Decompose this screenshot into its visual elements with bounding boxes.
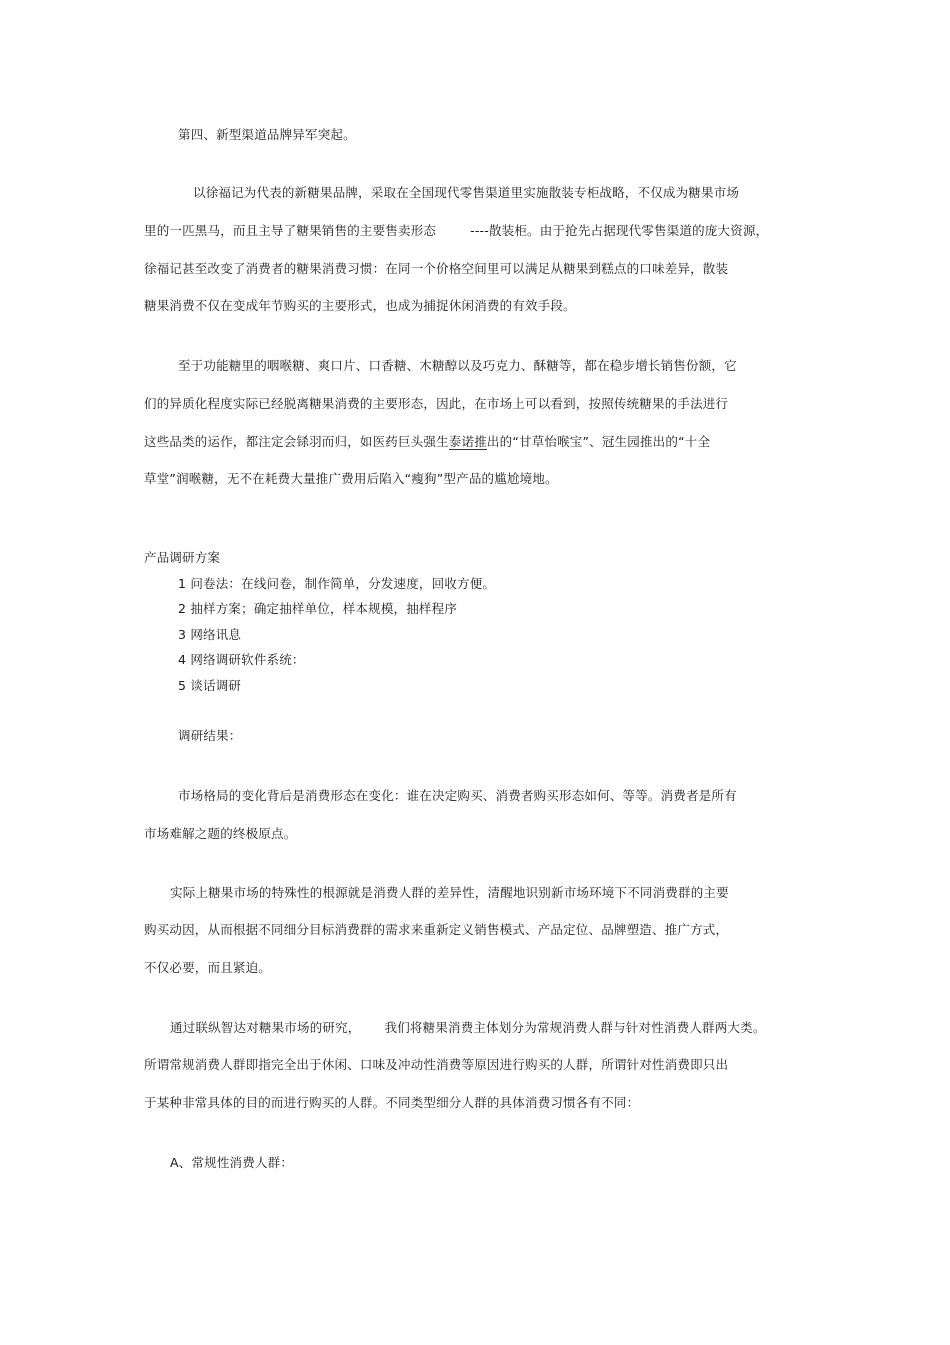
para5-line1: [170, 1020, 766, 1036]
underlined-brand-text: 泰诺推: [448, 434, 487, 449]
para4-line1: 实际上糖果市场的特殊性的根源就是消费人群的差异性，清醒地识别新市场环境下不同消费群的主要: [170, 885, 729, 900]
para1-line4: 糖果消费不仅在变成年节购买的主要形式，也成为捕捉休闲消费的有效手段。: [144, 298, 576, 313]
research-item-3: 3 网络讯息: [178, 627, 242, 642]
research-plan-title: 产品调研方案: [144, 550, 221, 565]
para2-line1: 至于功能糖里的咽喉糖、爽口片、口香糖、木糖醇以及巧克力、酥糖等，都在稳步增长销售份额，它: [178, 358, 737, 373]
para1-line1: 以徐福记为代表的新糖果品牌，采取在全国现代零售渠道里实施散装专柜战略，不仅成为糖果市场: [193, 185, 740, 200]
para2-line4: 草堂”润喉糖，无不在耗费大量推广费用后陷入“瘦狗”型产品的尴尬境地。: [144, 471, 558, 486]
para2-line3-part-a: 这些品类的运作，都注定会铩羽而归，如医药巨头强生: [144, 434, 449, 449]
para3-line1: 市场格局的变化背后是消费形态在变化：谁在决定购买、消费者购买形态如何、等等。消费者是所有: [178, 788, 737, 803]
research-item-5: 5 谈话调研: [178, 678, 242, 693]
para5-line1-part-b: 我们将糖果消费主体划分为常规消费人群与针对性消费人群两大类。: [384, 1020, 766, 1035]
para5-line2: 所谓常规消费人群即指完全出于休闲、口味及冲动性消费等原因进行购买的人群，所谓针对性消费即只出: [144, 1057, 729, 1072]
para4-line2: 购买动因，从而根据不同细分目标消费群的需求来重新定义销售模式、产品定位、品牌塑造、推广方式，: [144, 922, 729, 937]
para5-line3: 于某种非常具体的目的而进行购买的人群。不同类型细分人群的具体消费习惯各有不同：: [144, 1095, 640, 1110]
research-item-1: 1 问卷法：在线问卷，制作简单，分发速度，回收方便。: [178, 576, 496, 591]
research-item-2: 2 抽样方案；确定抽样单位，样本规模，抽样程序: [178, 601, 458, 616]
para5-line1-part-a: 通过联纵智达对糖果市场的研究，: [170, 1020, 361, 1035]
para2-line3-part-c: 出的“甘草怡喉宝”、冠生园推出的“十全: [486, 434, 711, 449]
heading-fourth: 第四、新型渠道品牌异军突起。: [178, 127, 356, 142]
para1-line2-part-a: 里的一匹黑马，而且主导了糖果销售的主要售卖形态: [144, 223, 437, 238]
para3-line2: 市场难解之题的终极原点。: [144, 826, 297, 841]
para1-line3: 徐福记甚至改变了消费者的糖果消费习惯：在同一个价格空间里可以满足从糖果到糕点的口味差异，散装: [144, 261, 729, 276]
para1-line2: [144, 223, 768, 239]
research-results-label: 调研结果：: [178, 728, 242, 743]
research-item-4: 4 网络调研软件系统：: [178, 652, 305, 667]
para1-line2-part-b: ----散装柜。由于抢先占据现代零售渠道的庞大资源，: [470, 223, 769, 238]
para2-line3: [144, 434, 710, 450]
para2-line2: 们的异质化程度实际已经脱离糖果消费的主要形态，因此，在市场上可以看到，按照传统糖果的手法进行: [144, 396, 729, 411]
section-a-heading: A、常规性消费人群：: [170, 1155, 294, 1170]
para4-line3: 不仅必要，而且紧迫。: [144, 960, 272, 975]
